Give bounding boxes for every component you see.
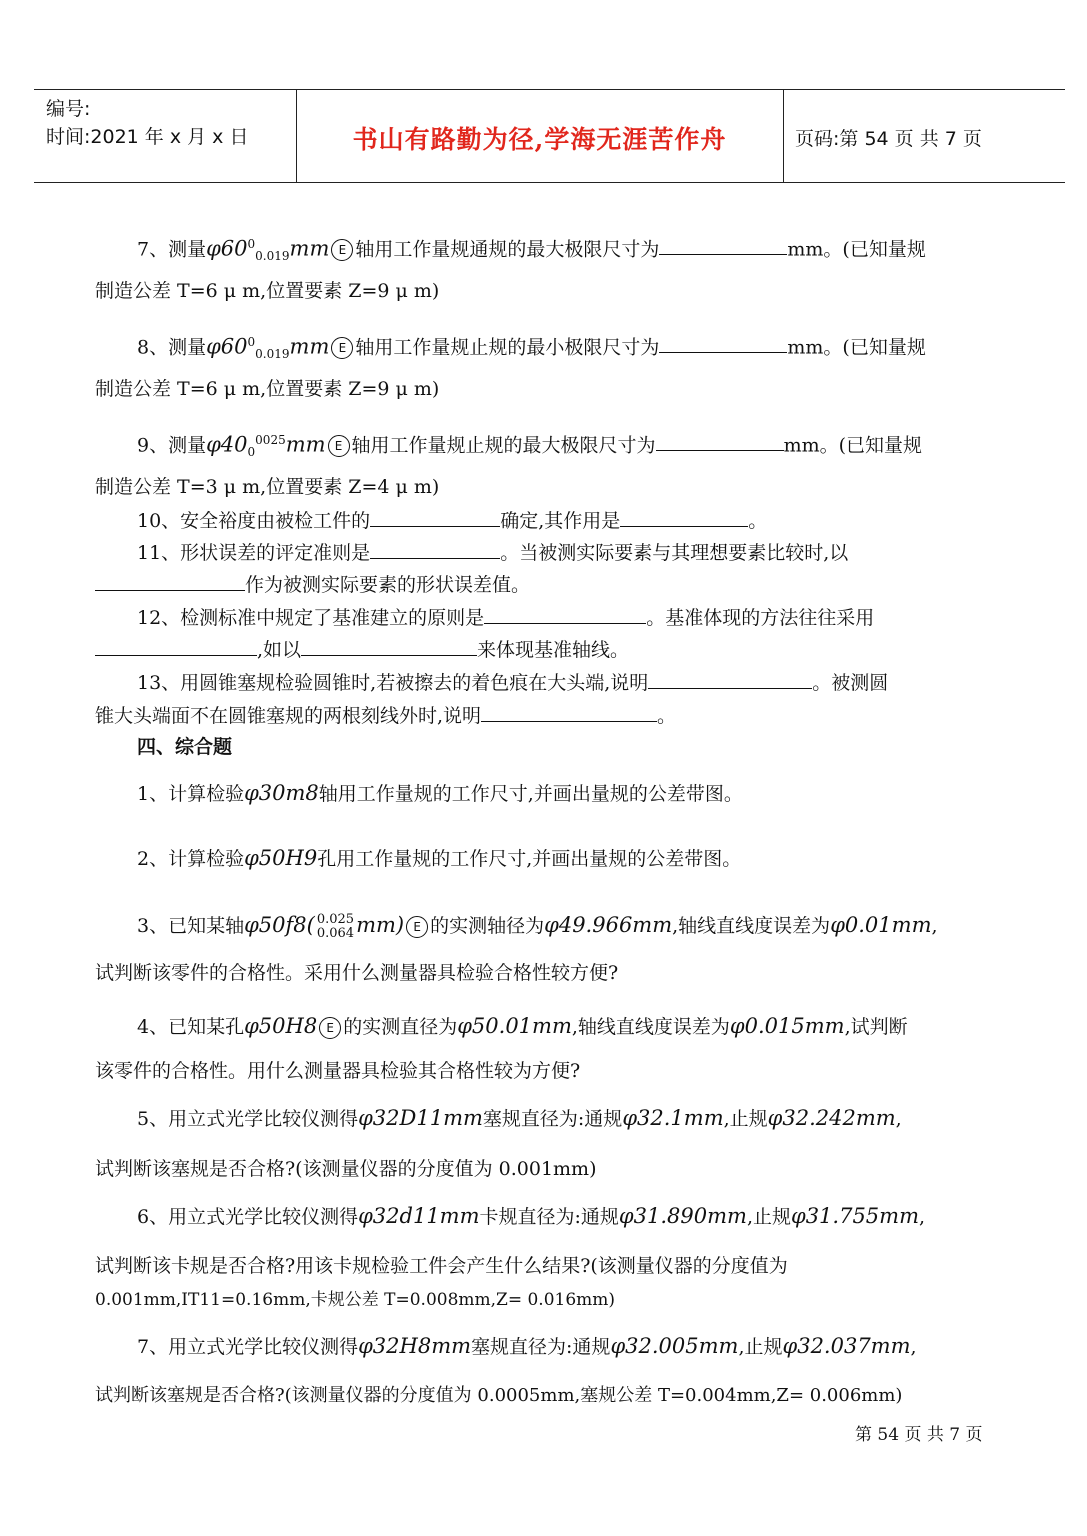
problem-3-unit: mm) <box>356 913 405 937</box>
problem-2-prefix: 2、计算检验 <box>137 848 245 870</box>
problem-3-deviations <box>317 913 354 941</box>
page-footer: 第 54 页 共 7 页 <box>855 1425 983 1445</box>
header-motto-cell <box>296 90 784 182</box>
question-7-lower-deviation: 0.019 <box>255 249 290 264</box>
question-7-upper-deviation: 0 <box>247 237 256 251</box>
problem-3-value-2: φ0.01mm <box>830 913 932 937</box>
document-time-label: 时间:2021 年 x 月 x 日 <box>46 126 249 148</box>
header-left-cell <box>34 90 297 182</box>
problem-6-line1 <box>137 1204 1005 1229</box>
question-11-line1 <box>137 540 1005 565</box>
problem-5-text: 塞规直径为:通规 <box>482 1108 623 1130</box>
question-8-line2: 制造公差 T=6 μ m,位置要素 Z=9 μ m) <box>95 378 440 400</box>
problem-6-value-1: φ31.890mm <box>618 1204 747 1228</box>
question-10-text-c: 。 <box>748 510 768 532</box>
question-10-text-a: 10、安全裕度由被检工件的 <box>137 510 371 532</box>
answer-blank[interactable] <box>656 432 784 451</box>
problem-5-suffix: , <box>895 1108 902 1130</box>
problem-3-value-1: φ49.966mm <box>544 913 673 937</box>
problem-7-suffix: , <box>910 1336 917 1358</box>
question-12-line2 <box>95 637 1005 662</box>
question-13-text-a: 13、用圆锥塞规检验圆锥时,若被擦去的着色痕在大头端,说明 <box>137 672 649 694</box>
question-11-text-c: 作为被测实际要素的形状误差值。 <box>245 574 531 596</box>
answer-blank[interactable] <box>301 637 477 656</box>
question-8-math: φ60 <box>206 334 248 359</box>
question-12-text-b: 。基准体现的方法往往采用 <box>646 607 875 629</box>
question-11-text-a: 11、形状误差的评定准则是 <box>137 542 371 564</box>
problem-1-prefix: 1、计算检验 <box>137 783 245 805</box>
answer-blank[interactable] <box>95 572 245 591</box>
question-9-unit: mm <box>285 432 326 457</box>
problem-5-value-2: φ32.242mm <box>767 1106 896 1130</box>
question-12-line1 <box>137 605 1005 630</box>
problem-1 <box>137 781 1005 806</box>
problem-4-math: φ50H8 <box>244 1014 318 1038</box>
answer-blank[interactable] <box>648 670 812 689</box>
problem-4-line1 <box>137 1014 1005 1039</box>
question-9-line1 <box>137 428 1005 464</box>
problem-4-text-2: ,轴线直线度误差为 <box>571 1016 730 1038</box>
problem-7-text-2: ,止规 <box>738 1336 783 1358</box>
question-10 <box>137 508 1005 533</box>
page-code: 页码:第 54 页 共 7 页 <box>795 128 982 150</box>
answer-blank[interactable] <box>659 334 787 353</box>
page-header <box>34 89 1065 183</box>
problem-5-prefix: 5、用立式光学比较仪测得 <box>137 1108 359 1130</box>
problem-4-text: 的实测直径为 <box>343 1016 458 1038</box>
answer-blank[interactable] <box>620 508 748 527</box>
question-8-line1 <box>137 330 1005 366</box>
question-7-text: 轴用工作量规通规的最大极限尺寸为 <box>355 238 660 261</box>
problem-7-line2: 试判断该塞规是否合格?(该测量仪器的分度值为 0.0005mm,塞规公差 T=0.004mm,Z= 0.006mm) <box>95 1385 903 1406</box>
problem-7-line1 <box>137 1334 1005 1359</box>
question-7-line2: 制造公差 T=6 μ m,位置要素 Z=9 μ m) <box>95 280 440 302</box>
problem-7-math: φ32H8mm <box>358 1334 472 1358</box>
question-13-line1 <box>137 670 1005 695</box>
envelope-requirement-icon: E <box>331 239 353 261</box>
header-page-cell <box>783 90 1065 182</box>
problem-3-math: φ50f8( <box>244 913 315 937</box>
problem-5-value-1: φ32.1mm <box>622 1106 724 1130</box>
question-13-text-c: 锥大头端面不在圆锥塞规的两根刻线外时,说明 <box>95 705 482 727</box>
problem-6-text: 卡规直径为:通规 <box>479 1206 619 1228</box>
document-number-label: 编号: <box>46 98 91 120</box>
question-9-suffix: mm。(已知量规 <box>783 434 923 457</box>
question-7-line1 <box>137 232 1005 268</box>
problem-5-math: φ32D11mm <box>358 1106 483 1130</box>
envelope-requirement-icon: E <box>319 1017 341 1039</box>
problem-3-suffix: , <box>931 915 938 937</box>
problem-5-text-2: ,止规 <box>723 1108 768 1130</box>
question-12-text-a: 12、检测标准中规定了基准建立的原则是 <box>137 607 485 629</box>
question-8-prefix: 8、测量 <box>137 336 207 359</box>
question-8-unit: mm <box>289 334 330 359</box>
question-9-line2: 制造公差 T=3 μ m,位置要素 Z=4 μ m) <box>95 476 440 498</box>
problem-5-line1 <box>137 1106 1005 1131</box>
problem-6-suffix: , <box>919 1206 926 1228</box>
question-9-text: 轴用工作量规止规的最大极限尺寸为 <box>351 434 656 457</box>
question-13-text-b: 。被测圆 <box>812 672 889 694</box>
problem-3-text-2: ,轴线直线度误差为 <box>672 915 831 937</box>
problem-6-line2: 试判断该卡规是否合格?用该卡规检验工件会产生什么结果?(该测量仪器的分度值为 <box>95 1255 788 1277</box>
question-9-lower-deviation: 0 <box>247 445 256 460</box>
problem-6-prefix: 6、用立式光学比较仪测得 <box>137 1206 359 1228</box>
question-11-text-b: 。当被测实际要素与其理想要素比较时,以 <box>500 542 849 564</box>
section-heading: 四、综合题 <box>137 736 233 758</box>
question-7-prefix: 7、测量 <box>137 238 207 261</box>
envelope-requirement-icon: E <box>328 435 350 457</box>
problem-7-value-1: φ32.005mm <box>610 1334 739 1358</box>
question-9-prefix: 9、测量 <box>137 434 207 457</box>
problem-2-math: φ50H9 <box>244 846 318 870</box>
problem-3-prefix: 3、已知某轴 <box>137 915 245 937</box>
problem-6-text-2: ,止规 <box>746 1206 791 1228</box>
question-12-text-d: 来体现基准轴线。 <box>477 639 630 661</box>
question-7-suffix: mm。(已知量规 <box>787 238 926 261</box>
answer-blank[interactable] <box>95 637 257 656</box>
problem-7-prefix: 7、用立式光学比较仪测得 <box>137 1336 359 1358</box>
question-7-unit: mm <box>289 236 330 261</box>
question-11-line2 <box>95 572 1005 597</box>
answer-blank[interactable] <box>481 703 657 722</box>
question-13-line2 <box>95 703 1005 728</box>
answer-blank[interactable] <box>659 236 787 255</box>
problem-3-line2: 试判断该零件的合格性。采用什么测量器具检验合格性较方便? <box>95 962 619 984</box>
question-12-text-c: ,如以 <box>257 639 302 661</box>
problem-4-value-1: φ50.01mm <box>457 1014 572 1038</box>
envelope-requirement-icon: E <box>331 337 353 359</box>
problem-3-lower-deviation: 0.064 <box>316 926 355 941</box>
motto-text: 书山有路勤为径,学海无涯苦作舟 <box>352 125 727 154</box>
question-10-text-b: 确定,其作用是 <box>500 510 621 532</box>
question-8-lower-deviation: 0.019 <box>255 347 290 362</box>
question-9-math: φ40 <box>206 432 248 457</box>
problem-3-text: 的实测轴径为 <box>430 915 545 937</box>
problem-6-math: φ32d11mm <box>358 1204 480 1228</box>
problem-4-line2: 该零件的合格性。用什么测量器具检验其合格性较为方便? <box>95 1060 581 1082</box>
problem-3-line1 <box>137 913 1007 941</box>
question-8-upper-deviation: 0 <box>247 335 256 349</box>
answer-blank[interactable] <box>370 508 500 527</box>
answer-blank[interactable] <box>484 605 646 624</box>
question-7-math: φ60 <box>206 236 248 261</box>
problem-6-value-2: φ31.755mm <box>790 1204 919 1228</box>
problem-4-value-2: φ0.015mm <box>729 1014 845 1038</box>
question-8-text: 轴用工作量规止规的最小极限尺寸为 <box>355 336 660 359</box>
question-13-text-d: 。 <box>657 705 677 727</box>
question-9-upper-deviation: 0025 <box>255 433 286 447</box>
problem-6-line3: 0.001mm,IT11=0.16mm,卡规公差 T=0.008mm,Z= 0.016mm) <box>95 1290 616 1310</box>
question-8-suffix: mm。(已知量规 <box>787 336 926 359</box>
problem-7-value-2: φ32.037mm <box>782 1334 911 1358</box>
problem-5-line2: 试判断该塞规是否合格?(该测量仪器的分度值为 0.001mm) <box>95 1158 597 1180</box>
envelope-requirement-icon: E <box>406 916 428 938</box>
problem-1-math: φ30m8 <box>244 781 319 805</box>
problem-1-text: 轴用工作量规的工作尺寸,并画出量规的公差带图。 <box>318 783 743 805</box>
problem-3-upper-deviation: 0.025 <box>316 912 355 927</box>
problem-4-prefix: 4、已知某孔 <box>137 1016 245 1038</box>
answer-blank[interactable] <box>370 540 500 559</box>
problem-4-suffix: ,试判断 <box>844 1016 908 1038</box>
problem-2-text: 孔用工作量规的工作尺寸,并画出量规的公差带图。 <box>317 848 742 870</box>
problem-7-text: 塞规直径为:通规 <box>471 1336 611 1358</box>
problem-2 <box>137 846 1005 871</box>
